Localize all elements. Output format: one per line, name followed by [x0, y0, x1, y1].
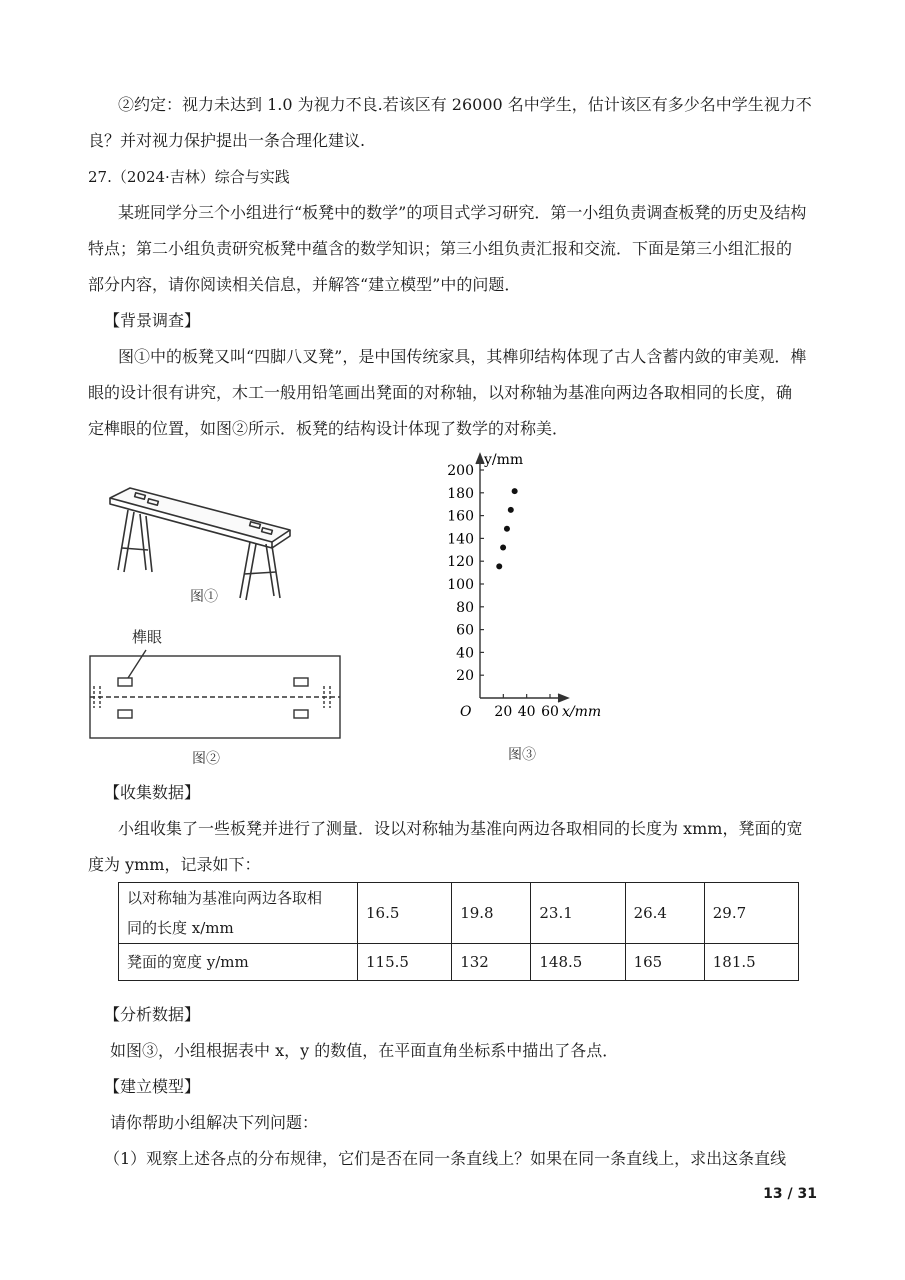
y-tick-label: 40 [456, 645, 474, 662]
paragraph-line: 某班同学分三个小组进行“板凳中的数学”的项目式学习研究．第一小组负责调查板凳的历史及结构 [118, 203, 807, 222]
figure-2-caption: 图② [192, 751, 220, 767]
y-tick-label: 60 [456, 622, 474, 639]
row-header: 以对称轴为基准向两边各取相 同的长度 x/mm [119, 883, 358, 944]
x-axis-label: x/mm [562, 704, 602, 720]
table-cell: 19.8 [452, 883, 531, 944]
y-tick-label: 140 [447, 531, 474, 548]
x-tick-label: 20 [494, 704, 513, 720]
y-axis-label: y/mm [484, 452, 524, 468]
y-tick-label: 100 [447, 577, 474, 593]
table-cell: 181.5 [704, 944, 798, 981]
measurement-table [118, 882, 799, 981]
data-point [512, 488, 518, 494]
paragraph-line: 眼的设计很有讲究，木工一般用铅笔画出凳面的对称轴，以对称轴为基准向两边各取相同的长度，确 [88, 383, 793, 402]
table-cell: 115.5 [358, 944, 452, 981]
paragraph-line: ②约定：视力未达到 1.0 为视力不良.若该区有 26000 名中学生，估计该区有多少名中学生视力不 [118, 95, 812, 114]
table-cell: 23.1 [531, 883, 625, 944]
y-tick-label: 160 [447, 508, 474, 525]
row-header: 凳面的宽度 y/mm [119, 944, 358, 981]
paragraph-line: 部分内容，请你阅读相关信息，并解答“建立模型”中的问题． [88, 275, 521, 294]
table-row [119, 944, 799, 981]
y-tick-label: 120 [447, 554, 474, 571]
data-point [496, 563, 502, 569]
paragraph-line: 良？并对视力保护提出一条合理化建议. [88, 131, 366, 150]
table-cell: 29.7 [704, 883, 798, 944]
y-tick-label: 80 [456, 599, 474, 616]
table-cell: 16.5 [358, 883, 452, 944]
paragraph-line: 定榫眼的位置，如图②所示．板凳的结构设计体现了数学的对称美． [88, 419, 569, 438]
table-cell: 132 [452, 944, 531, 981]
scatter-chart [440, 448, 640, 728]
table-cell: 165 [625, 944, 704, 981]
mortise-label: 榫眼 [132, 628, 163, 646]
data-point [504, 526, 510, 532]
y-tick-label: 180 [447, 485, 474, 502]
table-cell: 148.5 [531, 944, 625, 981]
section-heading-model: 【建立模型】 [104, 1077, 201, 1096]
paragraph-line: 图①中的板凳又叫“四脚八叉凳”，是中国传统家具，其榫卯结构体现了古人含蓄内敛的审美观．榫 [118, 347, 807, 366]
bench-top-view-figure [86, 624, 346, 744]
origin-label: O [460, 704, 472, 720]
paragraph-line: 度为 ymm，记录如下： [88, 855, 261, 874]
paragraph-line: 如图③，小组根据表中 x，y 的数值，在平面直角坐标系中描出了各点． [110, 1041, 619, 1060]
x-tick-label: 40 [517, 704, 536, 720]
figure-3-caption: 图③ [508, 747, 536, 763]
y-tick-label: 20 [456, 668, 474, 685]
table-row [119, 883, 799, 944]
data-point [508, 507, 514, 513]
figure-1-caption: 图① [190, 589, 218, 605]
table-cell: 26.4 [625, 883, 704, 944]
section-heading-analyze: 【分析数据】 [104, 1005, 201, 1024]
y-tick-label: 200 [447, 463, 474, 479]
data-point [500, 545, 506, 551]
question-title: 27.（2024·吉林）综合与实践 [88, 168, 290, 186]
paragraph-line: 请你帮助小组解决下列问题： [110, 1113, 319, 1132]
paragraph-line: 小组收集了一些板凳并进行了测量．设以对称轴为基准向两边各取相同的长度为 xmm，凳面的宽 [118, 819, 803, 838]
paragraph-line: （1）观察上述各点的分布规律，它们是否在同一条直线上？如果在同一条直线上，求出这条直线 [104, 1149, 787, 1168]
section-heading-background: 【背景调查】 [104, 311, 201, 330]
section-heading-collect: 【收集数据】 [104, 783, 201, 802]
x-tick-label: 60 [541, 704, 559, 720]
paragraph-line: 特点；第二小组负责研究板凳中蕴含的数学知识；第三小组负责汇报和交流．下面是第三小组汇报的 [88, 239, 793, 258]
page-number: 13 / 31 [763, 1186, 817, 1202]
